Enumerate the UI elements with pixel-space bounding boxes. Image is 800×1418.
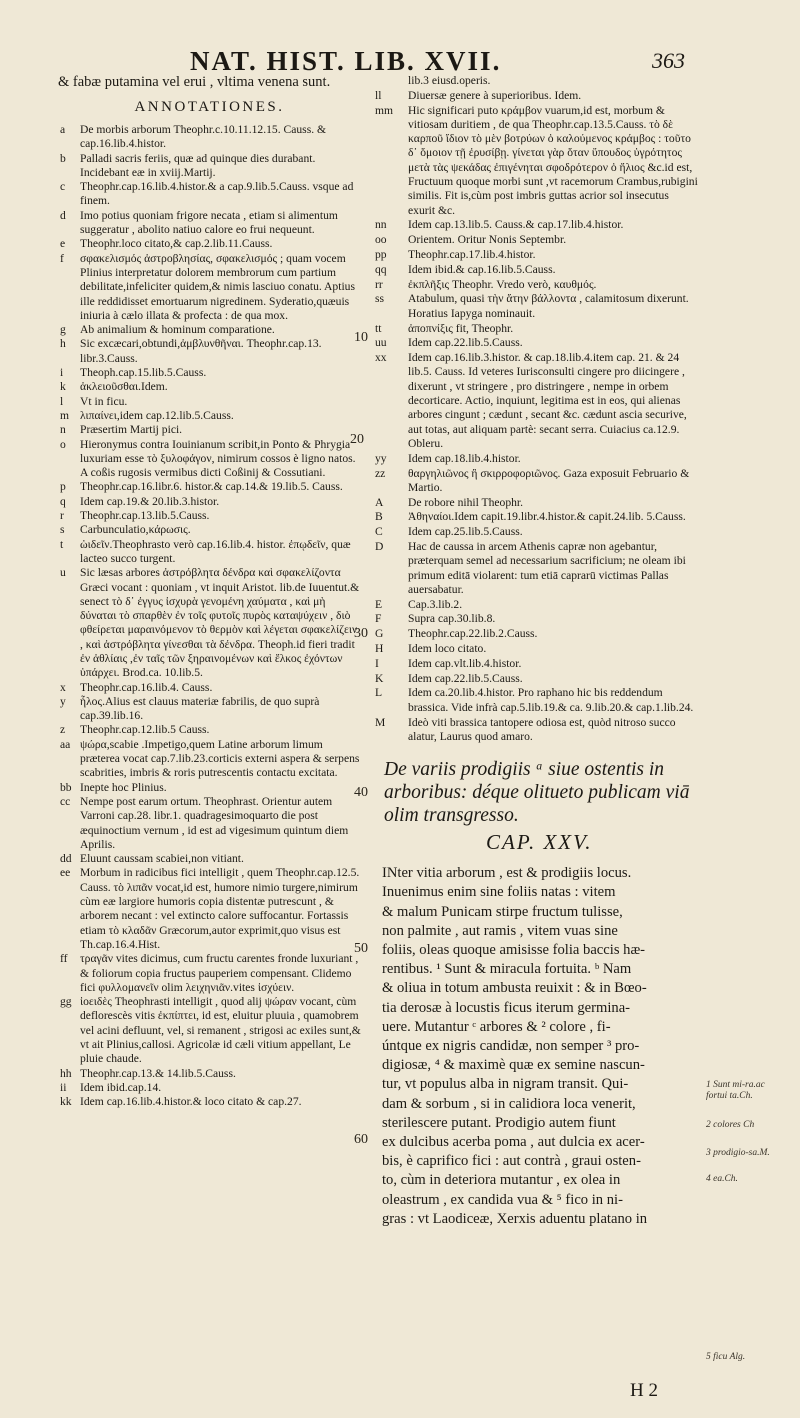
annotation-entry [374, 336, 698, 350]
body-line: rentibus. ¹ Sunt & miracula fortuita. ᵇ Nam [382, 961, 632, 978]
annotation-entry [58, 423, 361, 437]
annotation-text: De robore nihil Theophr. [408, 495, 524, 509]
annotation-entry [374, 263, 698, 277]
body-line: non palmite , aut ramis , vitem vuas sine [382, 922, 618, 939]
annotation-text: lib.3 eiusd.operis. [408, 74, 491, 87]
annotation-text: λιπαίνει,idem cap.12.lib.5.Causs. [80, 408, 234, 422]
text-continuation: & fabæ putamina vel erui , vltima venena sunt. [58, 74, 331, 90]
section-title: De variis prodigiis ᵃ siue ostentis in arboribus: déque olitueto publicam viā olim transgresso. [384, 759, 690, 827]
annotation-key: bb [60, 780, 72, 794]
margin-note: 3 prodigio-sa.M. [706, 1148, 770, 1158]
annotation-text: Theophr.cap.13.& 14.lib.5.Causs. [80, 1066, 236, 1080]
annotation-text: Cap.3.lib.2. [408, 597, 463, 611]
annotation-entry [58, 538, 361, 567]
annotation-key: m [60, 408, 70, 422]
annotation-text: Theophr.cap.16.lib.4. Causs. [80, 680, 213, 694]
annotation-entry [58, 1067, 361, 1081]
annotation-key: f [60, 251, 64, 265]
annotation-key: L [375, 686, 383, 700]
annotation-entry [374, 278, 698, 292]
annotation-key: H [375, 642, 384, 656]
annotation-key: cc [60, 794, 71, 808]
chapter-heading: CAP. XXV. [486, 830, 593, 855]
annotation-entry [58, 852, 361, 866]
annotation-key: c [60, 180, 66, 194]
annotation-key: nn [375, 218, 387, 232]
annotation-text: Idem cap.19.& 20.lib.3.histor. [80, 494, 220, 508]
annotation-key: zz [375, 466, 386, 480]
annotation-entry [58, 695, 361, 724]
annotations-heading: ANNOTATIONES. [134, 99, 285, 115]
margin-note: 5 ficu Alg. [706, 1352, 746, 1362]
annotation-entry [374, 351, 698, 451]
annotation-text: τραγᾶν vites dicimus, cum fructu carentes fronde luxuriant , & foliorum copia fructus pauperiem compensant. Clidemo fici φυλλομανεῖν olim λειχηνιᾶν.vites ἰσχύειν. [80, 952, 359, 994]
annotation-key: d [60, 208, 66, 222]
right-column [374, 74, 698, 1229]
annotation-text: Theophr.cap.12.lib.5 Causs. [80, 723, 210, 737]
annotation-text: Idem cap.22.lib.5.Causs. [408, 336, 523, 350]
annotation-text: Nempe post earum ortum. Theophrast. Orientur autem Varroni cap.28. libr.1. quadragesimoquarto die post æquinoctium vernum , id est ad vigesimum quintum diem Aprilis. [80, 794, 349, 851]
annotation-entry [58, 180, 361, 209]
annotation-key: rr [375, 277, 383, 291]
line-number: 20 [350, 432, 364, 447]
annotation-text: Idem ibid.& cap.16.lib.5.Causs. [408, 262, 556, 276]
annotation-key: l [60, 394, 64, 408]
annotation-text: σφακελισμός ἀστροβλησίας, σφακελισμός ; quam vocem Plinius interpretatur dolorem membrorum cum partium debilitate,infeliciter quidem,& nimis lasciuo conatu. Aptius ille reddidisset emortuarum nigredinem. Syderatio,quæuis iniuria à cælo illata & profecta : de qua mox. [80, 251, 355, 322]
annotation-entry [374, 467, 698, 496]
margin-note: 2 colores Ch [706, 1120, 755, 1130]
annotation-key: pp [375, 248, 387, 262]
body-line: INter vitia arborum , est & prodigiis locus. [382, 865, 632, 882]
annotation-key: q [60, 494, 66, 508]
annotation-entry [58, 495, 361, 509]
annotation-entry [374, 452, 698, 466]
annotation-text: Hieronymus contra Iouinianum scribit,in Ponto & Phrygia luxuriam esse τὸ ξυλοφάγον, nimirum cossos è ligno natos. A coßis rugosis vermibus dicti Coßinij & Cossutiani. [80, 437, 356, 480]
annotation-entry [58, 952, 361, 995]
annotation-key: D [375, 540, 384, 553]
line-number: 40 [354, 785, 368, 800]
body-line: bis, è caprifico fici : aut contrà , graui osten- [382, 1153, 641, 1170]
annotation-text: ὠιδεῖν.Theophrasto verò cap.16.lib.4. histor. ἐπῳδεῖν, quæ lacteo succo turgent. [80, 537, 351, 565]
annotation-key: ii [60, 1080, 67, 1094]
annotation-key: E [375, 597, 383, 611]
annotation-text: Idem loco citato. [408, 642, 487, 656]
annotation-text: Supra cap.30.lib.8. [408, 612, 496, 626]
annotation-entry [58, 681, 361, 695]
annotation-entry [58, 123, 361, 152]
annotation-key: dd [60, 852, 72, 866]
annotation-entry [58, 323, 361, 337]
annotation-key: n [60, 423, 66, 437]
annotation-text: De morbis arborum Theophr.c.10.11.12.15. Causs. & cap.16.lib.4.histor. [80, 123, 327, 151]
annotation-entry [58, 738, 361, 781]
margin-note: 1 Sunt mi-ra.ac fortui ta.Ch. [706, 1080, 765, 1101]
annotation-entry [58, 366, 361, 380]
annotation-key: ee [60, 866, 71, 880]
signature-mark: H 2 [630, 1380, 658, 1401]
annotation-key: C [375, 525, 383, 539]
annotation-entry [374, 218, 698, 232]
running-title: NAT. HIST. LIB. XVII. [190, 46, 502, 76]
annotation-key: yy [375, 451, 387, 465]
annotation-key: B [375, 510, 383, 524]
annotation-entry [58, 1095, 361, 1109]
annotation-entry [374, 322, 698, 336]
annotation-key: x [60, 680, 66, 694]
annotation-entry [58, 395, 361, 409]
annotation-key: e [60, 237, 66, 251]
annotation-entry [374, 612, 698, 626]
annotation-text: Theophr.cap.16.lib.4.histor.& a cap.9.lib.5.Causs. vsque ad finem. [80, 180, 354, 208]
annotation-key: oo [375, 233, 387, 247]
annotation-entry [58, 781, 361, 795]
annotation-entry [374, 233, 698, 247]
annotation-text: Theophr.cap.16.libr.6. histor.& cap.14.& 19.lib.5. Causs. [80, 480, 343, 494]
annotation-entry [58, 438, 361, 481]
annotation-text: Ideò viti brassica tantopere odiosa est, quòd nitroso succo alatur, Laurus quod amaro. [408, 715, 676, 743]
annotation-text: Idem cap.16.lib.4.histor.& loco citato & cap.27. [80, 1095, 302, 1109]
annotation-entry [374, 496, 698, 510]
body-line: úntque ex nigris candidæ, non semper ³ pro- [382, 1037, 640, 1054]
annotation-entry [374, 627, 698, 641]
annotation-key: uu [375, 336, 387, 350]
annotation-text: Palladi sacris feriis, quæ ad quinque dies durabant. Incidebant eæ in xviij.Martij. [80, 151, 316, 179]
annotation-key: G [375, 627, 384, 641]
annotation-text: Diuersæ genere à superioribus. Idem. [408, 88, 582, 102]
annotation-key: y [60, 694, 66, 708]
annotation-entry [374, 104, 698, 218]
body-line: digiosæ, ⁴ & maximè quæ ex semine nascun- [382, 1057, 645, 1074]
annotation-key: g [60, 323, 66, 337]
annotation-entry [374, 657, 698, 671]
annotation-text: Orientem. Oritur Nonis Septembr. [408, 233, 567, 247]
annotation-text: Ab animalium & hominum comparatione. [80, 323, 275, 337]
annotation-text: ἧλος.Alius est clauus materiæ fabrilis, de quo suprà cap.39.lib.16. [80, 694, 320, 723]
annotation-key: A [375, 495, 384, 509]
body-line: tia derosæ à locustis ficus iterum germina- [382, 999, 631, 1016]
annotation-text: ἀποπνίξις fit, Theophr. [408, 321, 514, 335]
body-line: gras : vt Laodiceæ, Xerxis aduentu platano in [382, 1210, 648, 1227]
annotation-key: r [60, 509, 64, 523]
annotation-text: Theophr.loco citato,& cap.2.lib.11.Causs. [80, 237, 273, 251]
annotation-entry [374, 598, 698, 612]
annotation-key: z [60, 723, 66, 737]
annotation-key: ll [375, 88, 382, 102]
annotation-key: F [375, 612, 382, 626]
annotation-entry [58, 252, 361, 323]
annotation-key: K [375, 671, 384, 685]
body-line: sterilescere putant. Prodigio autem fiunt [382, 1114, 616, 1131]
annotation-text: θαργηλιῶνος ἢ σκιρροφοριῶνος. Gaza exposuit Februario & Martio. [408, 466, 690, 494]
annotation-entry [374, 510, 698, 524]
annotation-entry [58, 866, 361, 952]
annotation-text: Eluunt caussam scabiei,non vitiant. [80, 852, 244, 866]
line-number: 10 [354, 330, 368, 345]
left-column [58, 74, 361, 1109]
line-number: 50 [354, 941, 368, 956]
annotation-entry [374, 540, 698, 597]
annotation-list [58, 123, 361, 1109]
annotation-key: t [60, 537, 64, 551]
annotation-text: Idem cap.vlt.lib.4.histor. [408, 656, 522, 670]
annotation-text: Morbum in radicibus fici intelligit , quem Theophr.cap.12.5. Causs. τὸ λιπᾶν vocat,id est, humore nimio turgere,nimirum cùm eæ largiore humoris copia distentæ putrescunt , & arborem necant : vel extincto calore suffocantur. Fortassis etiam τὸ κλαδᾶν Græcorum,autor exprimit,quo visus est Th.cap.16.4.Hist. [80, 866, 360, 951]
annotation-entry [374, 686, 698, 715]
body-line: & oliua in totum ambusta reuixit : & in Bœo- [382, 980, 647, 997]
annotation-text: Carbunculatio,κάρωσις. [80, 523, 191, 537]
annotation-entry [58, 152, 361, 181]
annotation-text: Idem ca.20.lib.4.histor. Pro raphano hic bis reddendum brassica. Vide infrà cap.5.lib.19.& ca. 9.lib.20.& cap.1.lib.24. [408, 686, 694, 714]
annotation-key: I [375, 656, 379, 670]
annotation-entry [58, 523, 361, 537]
annotation-key: qq [375, 262, 387, 276]
annotation-entry [374, 716, 698, 745]
annotation-text: Sic excæcari,obtundi,ἀμβλυνθῆναι. Theophr.cap.13. libr.3.Causs. [80, 337, 322, 365]
annotation-key: u [60, 566, 66, 580]
annotation-text: ἀκλειοῦσθαι.Idem. [80, 380, 168, 394]
annotation-text: ἐκπλῆξις Theophr. Vredo verò, καυθμός. [408, 277, 597, 291]
annotation-text: Imo potius quoniam frigore necata , etiam si alimentum suggeratur , abolito natiuo calore eo frui nequeunt. [80, 208, 338, 237]
annotation-text: Idem cap.25.lib.5.Causs. [408, 525, 523, 539]
annotation-text: ἱοειδὲς Theophrasti intelligit , quod alij ψώραν vocant, cùm deflorescès vitis ἐκπίπτει, id est, eluitur pluuia , quamobrem vel acini defluunt, vel, si remanent , strigosi ac exiles sunt,& vt ait Plinius,callosi. Agricolæ id cæli vitium appellant, Le pluie chaude. [80, 995, 361, 1066]
annotation-text: Idem ibid.cap.14. [80, 1080, 162, 1094]
body-line: to, cùm in deteriora mutantur , ex olea in [382, 1172, 621, 1189]
annotation-key: mm [375, 103, 394, 117]
annotation-text: Atabulum, quasi τὴν ἄτην βάλλοντα , calamitosum dixerunt. Horatius Iapyga nominauit. [408, 292, 689, 320]
line-number: 60 [354, 1132, 368, 1147]
annotation-entry [58, 380, 361, 394]
annotation-entry [58, 995, 361, 1066]
page-number: 363 [652, 48, 685, 73]
annotation-entry [374, 89, 698, 103]
annotation-entry [374, 525, 698, 539]
annotation-key: ff [60, 952, 68, 966]
annotation-list-continued [374, 74, 698, 744]
line-number: 30 [354, 626, 368, 641]
annotation-key: xx [375, 351, 387, 365]
annotation-text: Sic læsas arbores ἀστρόβλητα δένδρα καὶ σφακελίζοντα Græci vocant : quoniam , vt inquit Aristot. lib.de Iuuentut.& senect τὸ δ᾽ ἐγγυς ἰσχυρὰ γενομένη χαύματα , καὶ μὴ δύναται τὸ σπαρθὲν ἐν τοῖς φυτοῖς πυρὸς καταψύχειν , διὸ φθείρεται μαραινόμενον τὸ θερμὸν καὶ λέγεται σφακελίζειν , καὶ ἀστρόβλητα γίνεσθαι τὰ δένδρα. Theoph.id fieri tradit ἐν ἀθλίαις ,ἐν ταῖς τῶν ξηραινομένων καὶ ἕλκος ἐχόντων ὑπάρχει. Brod.ca. 10.lib.5. [80, 566, 360, 680]
annotation-entry [58, 409, 361, 423]
annotation-text: Hac de caussa in arcem Athenis capræ non agebantur, præterquam semel ad necessarium sacrificium; ne oleam ibi primum editā violarent: tum etiā caprarū victimas Pallas auersabatur. [408, 540, 686, 596]
body-line: ex dulcibus acerba poma , aut dulcia ex acer- [382, 1134, 645, 1150]
annotation-key: M [375, 715, 386, 729]
annotation-text: Theophr.cap.22.lib.2.Causs. [408, 627, 538, 641]
annotation-text: ψώρα,scabie .Impetigo,quem Latine arborum limum præterea vocat cap.7.lib.23.corticis externi aspera & serpens scabrities, imbris & roris putrescentis contactu excitata. [80, 737, 360, 780]
annotation-key: tt [375, 321, 382, 335]
annotation-entry [374, 248, 698, 262]
annotation-key: s [60, 523, 65, 537]
annotation-key: b [60, 151, 66, 165]
annotation-text: Idem cap.18.lib.4.histor. [408, 451, 521, 465]
annotation-key: aa [60, 737, 71, 751]
annotation-text: Theophr.cap.13.lib.5.Causs. [80, 509, 210, 523]
body-line: oleastrum , ex candida vua & ⁵ fico in ni- [382, 1191, 623, 1208]
annotation-key: k [60, 380, 66, 394]
body-line: dam & sorbum , si in calidiora loca venerit, [382, 1095, 636, 1112]
annotation-entry [58, 566, 361, 680]
annotation-entry [58, 480, 361, 494]
annotation-entry [58, 509, 361, 523]
annotation-entry [374, 672, 698, 686]
annotation-entry [374, 642, 698, 656]
annotation-text: Idem cap.22.lib.5.Causs. [408, 671, 523, 685]
annotation-text: Hic significari puto κράμβον vuarum,id est, morbum & vitiosam duritiem , de qua Theophr.cap.13.5.Causs. τὸ δὲ καρποῦ ἴδιον τὸ μὲν βοτρύων ὁ καλούμενος κράμβος : τοῦτο δ᾽ ὅμοιον τῇ ἐρυσίβῃ. γίνεται γὰρ ὅταν ὕπουδος ὑγρότητος μετὰ τὰς ψεκάδας ἐπιγένηται σφοδρότερον ὁ ἥλιος &c.id est, Fructuum quoque morbi sunt ,vt racemorum Crambus,rubigini similis. Fit is,cùm post imbris guttas acrior sol insecutus exurit &c. [408, 103, 698, 217]
margin-note: 4 ea.Ch. [706, 1174, 738, 1184]
body-line: tur, vt populus alba in nigram transit. Qui- [382, 1076, 629, 1093]
annotation-entry [374, 74, 698, 88]
annotation-entry [374, 292, 698, 321]
annotation-entry [58, 237, 361, 251]
annotation-key: o [60, 437, 66, 451]
annotation-entry [58, 723, 361, 737]
body-line: Inuenimus enim sine foliis natas : vitem [382, 884, 616, 901]
body-line: uere. Mutantur ᶜ arbores & ² colore , fi- [382, 1018, 611, 1035]
body-line: & malum Punicam stirpe fructum tulisse, [382, 903, 623, 920]
body-line: foliis, oleas quoque amisisse folia baccis hæ- [382, 941, 646, 958]
annotation-key: hh [60, 1066, 72, 1080]
chapter-body [374, 864, 698, 1229]
annotation-key: gg [60, 995, 72, 1009]
annotation-text: Inepte hoc Plinius. [80, 780, 167, 794]
annotation-key: a [60, 123, 66, 136]
annotation-entry [58, 209, 361, 238]
annotation-text: Ἀθηναίοι.Idem capit.19.libr.4.histor.& capit.24.lib. 5.Causs. [408, 510, 686, 524]
annotation-text: Idem cap.13.lib.5. Causs.& cap.17.lib.4.histor. [408, 218, 624, 232]
annotation-text: Præsertim Martij pici. [80, 423, 183, 437]
annotation-key: h [60, 337, 66, 351]
annotation-key: kk [60, 1095, 72, 1109]
annotation-text: Theophr.cap.17.lib.4.histor. [408, 248, 536, 262]
annotation-key: ss [375, 292, 385, 306]
annotation-key: i [60, 366, 64, 380]
annotation-key: p [60, 480, 66, 494]
annotation-entry [58, 795, 361, 852]
annotation-text: Vt in ficu. [80, 394, 128, 408]
annotation-text: Theoph.cap.15.lib.5.Causs. [80, 366, 207, 380]
annotation-text: Idem cap.16.lib.3.histor. & cap.18.lib.4.item cap. 21. & 24 lib.5. Causs. Id veteres Iurisconsulti cingere pro diicingere , dixerunt , vt stringere , pro distringere , nempe in orbem decorticare. Actio, inquiunt, legitima est in eos, qui alienas arbores cingunt ; cædunt , secant &c. cædunt ascia securive, aut totas, aut aliquam partè: secant serra. Cuiacius ca.12.9. Obleru. [408, 351, 687, 450]
annotation-entry [58, 337, 361, 366]
annotation-entry [58, 1081, 361, 1095]
